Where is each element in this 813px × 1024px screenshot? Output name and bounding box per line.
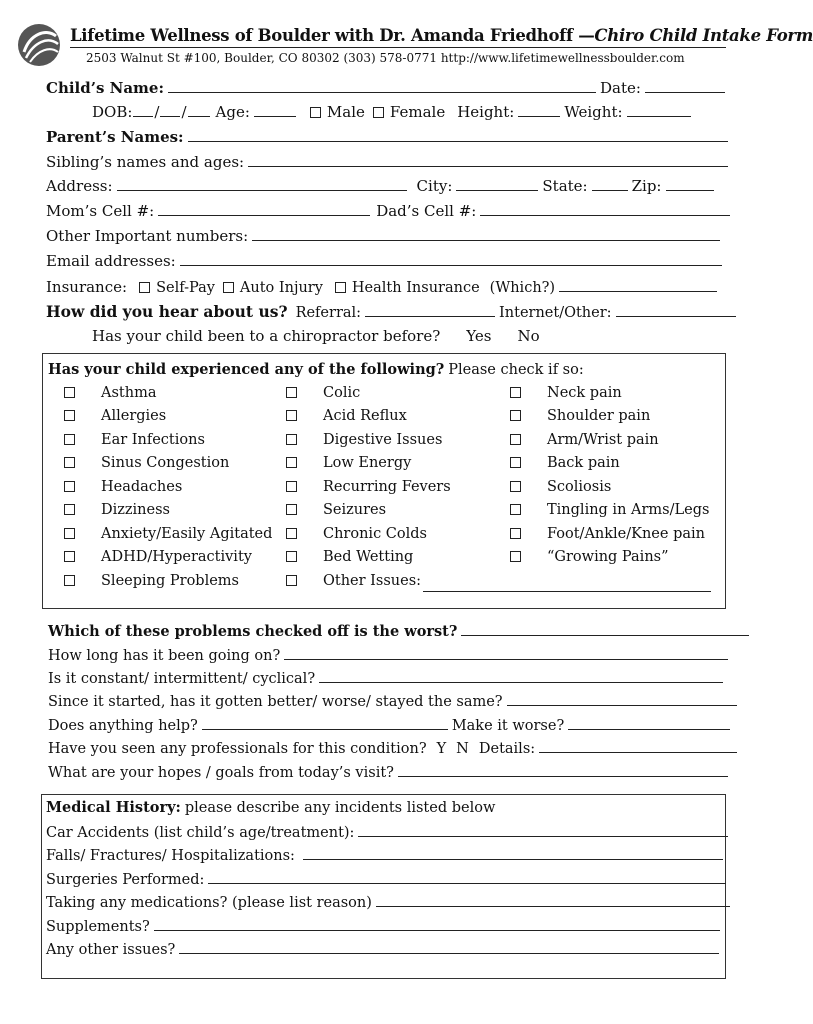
auto-injury-checkbox[interactable] [223,282,234,293]
form-title [70,26,813,45]
supplements-label: Supplements? [46,919,150,935]
siblings-label: Sibling’s names and ages: [46,153,245,171]
condition-item [510,455,620,471]
zip-field[interactable] [666,176,714,191]
how-long-field[interactable] [284,645,728,660]
moms-cell-field[interactable] [158,201,370,216]
dob-row [92,102,695,121]
medical-other-issues-field[interactable] [179,939,719,954]
medications-row [46,892,734,911]
falls-row [46,845,727,864]
age-label: Age: [215,103,250,121]
height-field[interactable] [518,102,560,117]
condition-checkbox[interactable] [510,434,521,445]
dob-label: DOB: [92,103,133,121]
dob-slash-1: / [154,103,160,121]
condition-label: Scoliosis [547,479,612,495]
supplements-field[interactable] [154,916,720,931]
date-field[interactable] [645,78,725,93]
condition-checkbox[interactable] [64,387,75,398]
condition-label: Tingling in Arms/Legs [547,502,710,518]
condition-item [64,549,252,565]
condition-checkbox[interactable] [286,457,297,468]
clinic-address: 2503 Walnut St #100, Boulder, CO 80302 (303) 578-0771 http://www.lifetimewellnessboulder.com [86,51,685,65]
title-divider [70,47,726,48]
referral-label: Referral: [295,305,362,321]
condition-checkbox[interactable] [286,528,297,539]
child-name-field[interactable] [168,78,596,93]
condition-label: Digestive Issues [323,432,443,448]
self-pay-label: Self-Pay [156,280,215,296]
chiro-before-label: Has your child been to a chiropractor before? [92,327,441,345]
male-checkbox[interactable] [310,107,321,118]
condition-checkbox[interactable] [286,504,297,515]
insurance-label: Insurance: [46,278,128,296]
child-name-row [46,78,729,97]
conditions-heading [48,361,584,378]
parent-names-row [46,127,732,146]
since-started-field[interactable] [507,691,737,706]
siblings-row [46,152,732,171]
condition-item [510,432,659,448]
worst-label: Which of these problems checked off is the worst? [48,623,458,640]
condition-item [510,502,709,518]
dob-day-field[interactable] [160,102,180,117]
insurance-which-field[interactable] [559,277,717,292]
chiro-yes-option[interactable]: Yes [466,327,492,345]
other-issues-field[interactable] [423,577,711,592]
other-issues-row [46,939,723,958]
address-field[interactable] [117,176,407,191]
child-name-label: Child’s Name: [46,79,165,97]
condition-checkbox[interactable] [64,528,75,539]
condition-checkbox[interactable] [64,457,75,468]
insurance-row [46,277,721,296]
condition-checkbox[interactable] [64,481,75,492]
state-label: State: [542,177,588,195]
parent-names-label: Parent’s Names: [46,128,184,146]
condition-label: Sleeping Problems [101,573,239,589]
weight-label: Weight: [564,103,623,121]
professionals-label: Have you seen any professionals for this condition? [48,741,427,757]
condition-label: Dizziness [101,502,170,518]
condition-checkbox[interactable] [510,457,521,468]
dads-cell-field[interactable] [480,201,730,216]
supplements-row [46,916,724,935]
condition-label: Headaches [101,479,183,495]
surgeries-label: Surgeries Performed: [46,872,205,888]
condition-checkbox[interactable] [510,504,521,515]
condition-checkbox[interactable] [286,575,297,586]
health-insurance-checkbox[interactable] [335,282,346,293]
medical-heading [46,799,495,816]
condition-checkbox[interactable] [64,504,75,515]
since-started-row [48,691,741,710]
female-checkbox[interactable] [373,107,384,118]
cell-row [46,201,734,220]
condition-checkbox[interactable] [64,575,75,586]
condition-item [64,526,272,542]
emails-field[interactable] [180,251,722,266]
condition-checkbox[interactable] [510,410,521,421]
condition-checkbox[interactable] [286,551,297,562]
details-field[interactable] [539,738,737,753]
condition-label: Anxiety/Easily Agitated [101,526,273,542]
surgeries-field[interactable] [208,869,726,884]
worst-field[interactable] [461,621,749,636]
anything-help-label: Does anything help? [48,718,198,734]
falls-label: Falls/ Fractures/ Hospitalizations: [46,848,295,864]
moms-cell-label: Mom’s Cell #: [46,202,155,220]
how-hear-row [46,302,740,321]
surgeries-row [46,869,730,888]
hopes-field[interactable] [398,762,728,777]
city-field[interactable] [456,176,538,191]
details-label: Details: [478,741,536,757]
state-field[interactable] [592,176,628,191]
condition-label: Seizures [323,502,387,518]
make-worse-field[interactable] [568,715,730,730]
condition-item [510,385,622,401]
hopes-label: What are your hopes / goals from today’s visit? [48,765,394,781]
condition-item [64,573,239,589]
condition-label: Acid Reflux [323,408,407,424]
condition-checkbox[interactable] [510,528,521,539]
medical-heading-suffix: please describe any incidents listed below [184,800,496,816]
condition-label: Back pain [547,455,620,471]
condition-item [510,549,669,565]
how-hear-label: How did you hear about us? [46,302,288,321]
medications-label: Taking any medications? (please list reason) [46,895,372,911]
condition-item [286,479,451,495]
anything-help-field[interactable] [202,715,448,730]
condition-label: “Growing Pains” [547,549,669,565]
referral-field[interactable] [365,302,495,317]
condition-item [64,432,205,448]
condition-label: ADHD/Hyperactivity [101,549,252,565]
how-long-label: How long has it been going on? [48,648,281,664]
car-accidents-field[interactable] [358,822,728,837]
condition-label: Recurring Fevers [323,479,451,495]
condition-label: Ear Infections [101,432,205,448]
condition-label: Other Issues: [323,573,422,589]
dads-cell-label: Dad’s Cell #: [376,202,477,220]
condition-item [510,479,611,495]
condition-item [286,526,427,542]
condition-checkbox[interactable] [64,434,75,445]
condition-label: Chronic Colds [323,526,427,542]
falls-field[interactable] [303,845,723,860]
dob-slash-2: / [181,103,187,121]
condition-checkbox[interactable] [286,387,297,398]
condition-label: Neck pain [547,385,622,401]
constant-row [48,668,727,687]
condition-checkbox[interactable] [286,410,297,421]
internet-other-field[interactable] [616,302,736,317]
condition-checkbox[interactable] [64,551,75,562]
chiro-before-row [92,327,540,345]
condition-item [64,455,229,471]
condition-checkbox[interactable] [510,551,521,562]
emails-label: Email addresses: [46,252,176,270]
conditions-heading-text: Has your child experienced any of the following? [48,361,445,378]
medical-heading-text: Medical History: [46,799,181,816]
condition-item [286,573,421,589]
condition-item [64,385,156,401]
hopes-row [48,762,732,781]
title-italic: Chiro Child Intake Form [594,26,813,45]
chiro-no-option[interactable]: No [517,327,540,345]
condition-item [64,408,166,424]
condition-item [510,408,650,424]
condition-item [64,502,170,518]
weight-field[interactable] [627,102,691,117]
condition-checkbox[interactable] [510,387,521,398]
address-label: Address: [46,177,113,195]
medications-field[interactable] [376,892,730,907]
condition-item [286,432,442,448]
professionals-n-option[interactable]: N [456,741,469,757]
condition-checkbox[interactable] [64,410,75,421]
other-numbers-field[interactable] [252,226,720,241]
since-started-label: Since it started, has it gotten better/ worse/ stayed the same? [48,694,503,710]
dob-year-field[interactable] [188,102,210,117]
title-main: Lifetime Wellness of Boulder with Dr. Amanda Friedhoff — [70,26,595,45]
conditions-heading-suffix: Please check if so: [448,362,584,378]
condition-item [286,549,413,565]
condition-label: Sinus Congestion [101,455,230,471]
siblings-field[interactable] [248,152,728,167]
condition-label: Shoulder pain [547,408,651,424]
condition-label: Asthma [101,385,157,401]
emails-row [46,251,726,270]
age-field[interactable] [254,102,296,117]
other-numbers-label: Other Important numbers: [46,227,249,245]
constant-field[interactable] [319,668,723,683]
worst-row [48,621,753,640]
make-worse-label: Make it worse? [451,718,565,734]
help-row [48,715,734,734]
condition-label: Foot/Ankle/Knee pain [547,526,705,542]
condition-label: Bed Wetting [323,549,414,565]
date-label: Date: [600,79,641,97]
self-pay-checkbox[interactable] [139,282,150,293]
professionals-row [48,738,741,757]
condition-label: Arm/Wrist pain [547,432,659,448]
professionals-y-option[interactable]: Y [436,741,447,757]
which-label: (Which?) [489,280,556,296]
city-label: City: [416,177,453,195]
condition-label: Allergies [101,408,167,424]
height-label: Height: [457,103,515,121]
auto-injury-label: Auto Injury [239,280,323,296]
condition-item [286,408,407,424]
other-numbers-row [46,226,724,245]
condition-label: Low Energy [323,455,412,471]
female-label: Female [389,103,446,121]
condition-item [64,479,182,495]
condition-item [286,502,386,518]
medical-other-issues-label: Any other issues? [46,942,176,958]
condition-checkbox[interactable] [286,481,297,492]
condition-label: Colic [323,385,361,401]
condition-item [286,385,360,401]
car-accidents-row [46,822,732,841]
male-label: Male [326,103,365,121]
address-row [46,176,718,195]
constant-label: Is it constant/ intermittent/ cyclical? [48,671,316,687]
internet-other-label: Internet/Other: [499,305,612,321]
how-long-row [48,645,732,664]
dob-month-field[interactable] [133,102,153,117]
health-insurance-label: Health Insurance [351,280,480,296]
condition-checkbox[interactable] [286,434,297,445]
zip-label: Zip: [631,177,662,195]
condition-checkbox[interactable] [510,481,521,492]
condition-item [286,455,411,471]
parent-names-field[interactable] [188,127,728,142]
car-accidents-label: Car Accidents (list child’s age/treatment): [46,825,355,841]
clinic-logo [16,22,62,68]
condition-item [510,526,705,542]
